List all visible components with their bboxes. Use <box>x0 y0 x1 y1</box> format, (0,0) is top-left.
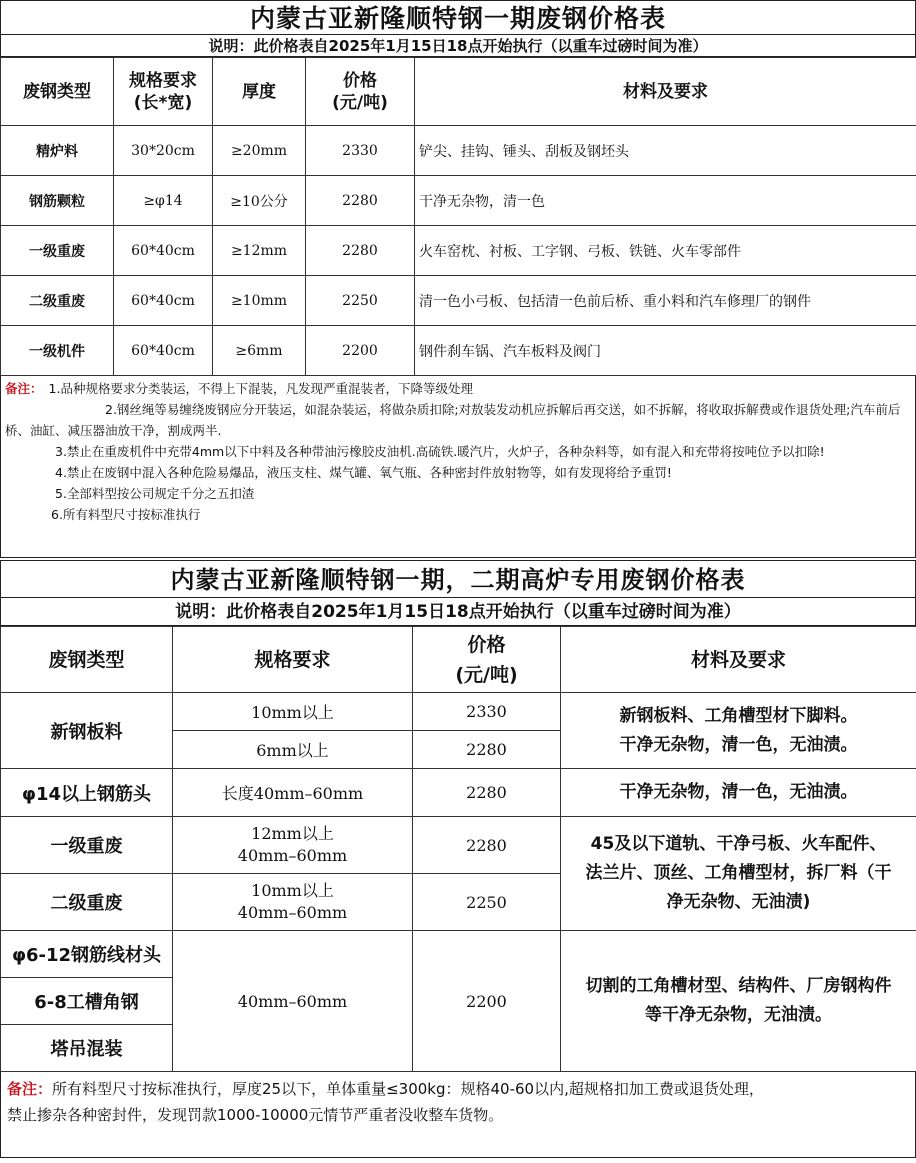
table-row <box>1 326 916 376</box>
sheet1-price-table <box>0 57 916 376</box>
cell-price: 2330 <box>306 126 415 176</box>
cell-type: φ14以上钢筋头 <box>1 769 173 817</box>
remarks-label: 备注： <box>7 1080 53 1098</box>
cell-material: 干净无杂物，清一色，无油渍。 <box>561 769 916 817</box>
remarks-label: 备注： <box>5 381 43 396</box>
cell-spec: 6mm以上 <box>173 731 413 769</box>
cell-material: 切割的工角槽材型、结构件、厂房钢构件 等干净无杂物，无油渍。 <box>561 931 916 1072</box>
remark-line-1: 备注：所有料型尺寸按标准执行，厚度25以下，单体重量≤300kg：规格40-60以内,超规格扣加工费或退货处理， <box>7 1080 764 1098</box>
cell-spec: ≥φ14 <box>114 176 213 226</box>
cell-price: 2250 <box>306 276 415 326</box>
cell-price: 2280 <box>306 226 415 276</box>
remark-line-2: 禁止掺杂各种密封件，发现罚款1000-10000元情节严重者没收整车货物。 <box>7 1106 504 1124</box>
cell-price: 2200 <box>306 326 415 376</box>
table-row <box>1 276 916 326</box>
cell-material: 清一色小弓板、包括清一色前后桥、重小料和汽车修理厂的钢件 <box>415 276 916 326</box>
remark-2: 2.钢丝绳等易缠绕废钢应分开装运，如混杂装运，将做杂质扣除;对敖装发动机应拆解后再交送，如不拆解，将收取拆解费或作退货处理;汽车前后桥、油缸、减压器油放干净，割成两半. <box>5 402 901 438</box>
cell-spec: 12mm以上 40mm–60mm <box>173 817 413 874</box>
table-row <box>1 226 916 276</box>
cell-type: φ6-12钢筋线材头 <box>1 931 173 978</box>
header-price: 价格 (元/吨) <box>306 58 415 126</box>
cell-spec: 10mm以上 40mm–60mm <box>173 874 413 931</box>
cell-spec: 60*40cm <box>114 276 213 326</box>
sheet2-header-row <box>1 627 916 693</box>
cell-price: 2250 <box>413 874 561 931</box>
cell-type: 6-8工槽角钢 <box>1 978 173 1025</box>
cell-price: 2280 <box>306 176 415 226</box>
cell-spec: 10mm以上 <box>173 693 413 731</box>
sheet1-header-row <box>1 58 916 126</box>
header-material: 材料及要求 <box>561 627 916 693</box>
cell-type: 塔吊混装 <box>1 1025 173 1072</box>
table-row <box>1 126 916 176</box>
cell-material: 火车窑枕、衬板、工字钢、弓板、铁链、火车零部件 <box>415 226 916 276</box>
cell-price: 2280 <box>413 769 561 817</box>
cell-type: 新钢板料 <box>1 693 173 769</box>
cell-material: 铲尖、挂钩、锤头、刮板及钢坯头 <box>415 126 916 176</box>
cell-material: 45及以下道轨、干净弓板、火车配件、 法兰片、顶丝、工角槽型材，拆厂料（干 净无杂物、无油渍) <box>561 817 916 931</box>
cell-thickness: ≥10mm <box>213 276 306 326</box>
cell-spec: 40mm–60mm <box>173 931 413 1072</box>
cell-thickness: ≥12mm <box>213 226 306 276</box>
cell-material: 新钢板料、工角槽型材下脚料。 干净无杂物，清一色，无油渍。 <box>561 693 916 769</box>
cell-type: 一级重废 <box>1 226 114 276</box>
sheet1-remarks <box>0 376 916 558</box>
sheet1-title: 内蒙古亚新隆顺特钢一期废钢价格表 <box>0 0 916 35</box>
remark-3: 3.禁止在重废机件中充带4mm以下中料及各种带油污橡胶皮油机.高硫铁.暖汽片，火炉子，各种杂料等，如有混入和充带将按吨位予以扣除! <box>55 444 825 459</box>
sheet2-note: 说明：此价格表自2025年1月15日18点开始执行（以重车过磅时间为准） <box>0 598 916 626</box>
cell-type: 二级重废 <box>1 874 173 931</box>
cell-material: 钢件刹车锅、汽车板料及阀门 <box>415 326 916 376</box>
header-material: 材料及要求 <box>415 58 916 126</box>
header-spec: 规格要求 (长*宽) <box>114 58 213 126</box>
cell-price: 2280 <box>413 731 561 769</box>
table-row <box>1 817 916 874</box>
header-price: 价格 (元/吨) <box>413 627 561 693</box>
sheet-2 <box>0 560 916 1158</box>
table-row <box>1 176 916 226</box>
header-thickness: 厚度 <box>213 58 306 126</box>
cell-thickness: ≥10公分 <box>213 176 306 226</box>
header-type: 废钢类型 <box>1 58 114 126</box>
sheet-1 <box>0 0 916 558</box>
cell-price: 2280 <box>413 817 561 874</box>
remark-1: 备注： 1.品种规格要求分类装运，不得上下混装，凡发现严重混装者，下降等级处理 <box>5 381 473 396</box>
sheet2-price-table <box>0 626 916 1072</box>
cell-thickness: ≥6mm <box>213 326 306 376</box>
remark-6: 6.所有料型尺寸按标准执行 <box>51 507 201 522</box>
cell-spec: 60*40cm <box>114 326 213 376</box>
cell-material: 干净无杂物，清一色 <box>415 176 916 226</box>
cell-spec: 30*20cm <box>114 126 213 176</box>
cell-type: 钢筋颗粒 <box>1 176 114 226</box>
cell-spec: 长度40mm–60mm <box>173 769 413 817</box>
remark-5: 5.全部料型按公司规定千分之五扣渣 <box>55 486 255 501</box>
header-spec: 规格要求 <box>173 627 413 693</box>
sheet1-note: 说明：此价格表自2025年1月15日18点开始执行（以重车过磅时间为准） <box>0 35 916 57</box>
cell-thickness: ≥20mm <box>213 126 306 176</box>
cell-type: 一级机件 <box>1 326 114 376</box>
cell-type: 二级重废 <box>1 276 114 326</box>
cell-spec: 60*40cm <box>114 226 213 276</box>
cell-type: 精炉料 <box>1 126 114 176</box>
cell-price: 2330 <box>413 693 561 731</box>
remark-4: 4.禁止在废钢中混入各种危险易爆品，液压支柱、煤气罐、氧气瓶、各种密封件放射物等，如有发现将给予重罚! <box>55 465 672 480</box>
table-row <box>1 931 916 978</box>
table-row <box>1 693 916 731</box>
table-row <box>1 769 916 817</box>
cell-price: 2200 <box>413 931 561 1072</box>
sheet2-remarks <box>0 1072 916 1158</box>
sheet2-title: 内蒙古亚新隆顺特钢一期，二期高炉专用废钢价格表 <box>0 560 916 598</box>
cell-type: 一级重废 <box>1 817 173 874</box>
header-type: 废钢类型 <box>1 627 173 693</box>
